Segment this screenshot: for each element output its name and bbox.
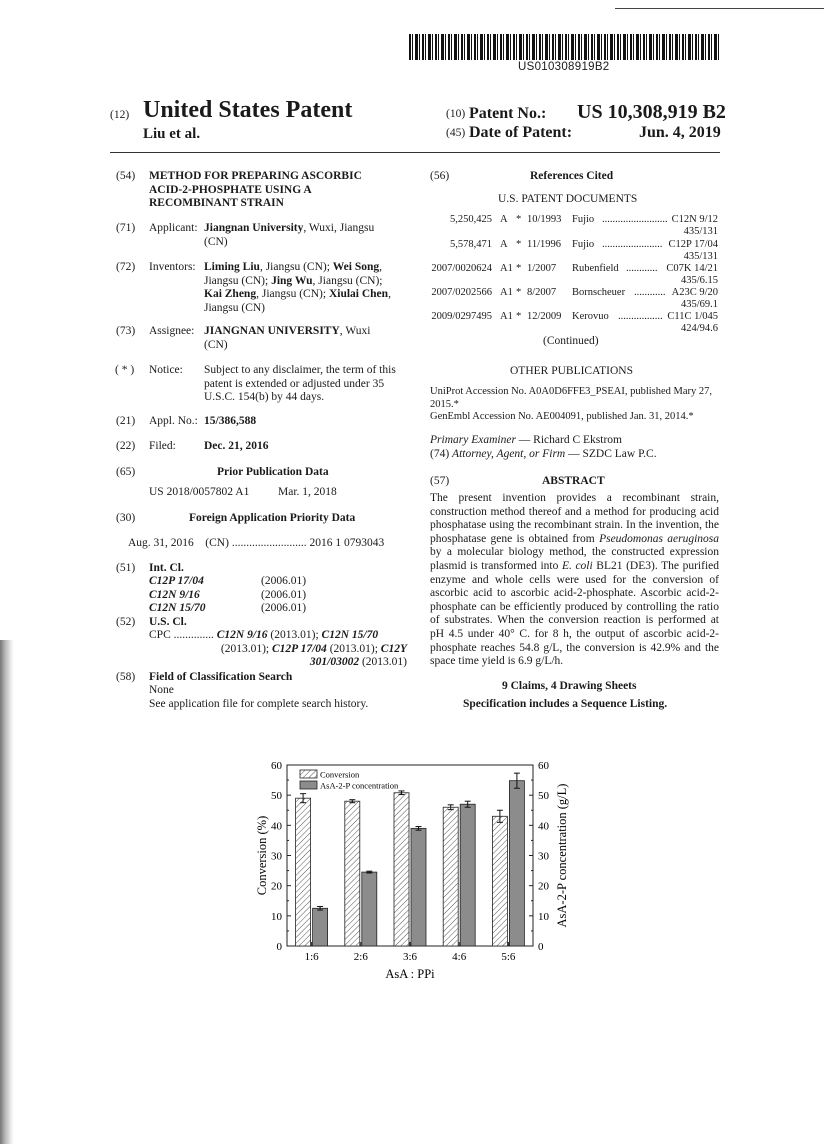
us-docs-heading: U.S. PATENT DOCUMENTS <box>498 193 638 205</box>
x-tick-label: 2:6 <box>353 951 368 963</box>
ref-kind: A <box>500 214 508 225</box>
cpc-code: C12N 15/70 <box>321 629 379 641</box>
appl-no-label: Appl. No.: <box>149 415 198 427</box>
ref-name: Fujio <box>572 239 595 250</box>
examiner-label: Primary Examiner <box>430 434 516 446</box>
ref-subclass: 435/6.15 <box>680 275 718 286</box>
ref-number: 5,578,471 <box>450 239 492 250</box>
date-label: Date of Patent: <box>469 124 573 141</box>
ref-class: C07K 14/21 <box>666 263 718 274</box>
ref-number: 2009/0297495 <box>431 311 492 322</box>
ref-number: 2007/0202566 <box>431 287 492 298</box>
notice-line: Subject to any disclaimer, the term of this <box>204 364 396 376</box>
int-cl-code: C12N 9/16 <box>149 588 200 601</box>
legend-label-conversion: Conversion <box>320 769 360 780</box>
num-56: (56) <box>430 170 450 182</box>
filed-date: Dec. 21, 2016 <box>204 440 269 452</box>
notice-label: Notice: <box>149 364 183 376</box>
label-12: (12) <box>110 109 130 121</box>
inventor-short: Liu et al. <box>143 126 201 142</box>
num-22: (22) <box>116 440 136 452</box>
appl-no: 15/386,588 <box>204 415 257 427</box>
left-tick-label: 0 <box>276 941 282 953</box>
ref-name: Rubenfield <box>572 263 619 274</box>
field-search-note: See application file for complete search history. <box>149 698 369 710</box>
right-tick-label: 30 <box>538 850 549 863</box>
asa2p-bar <box>313 908 328 946</box>
num-57: (57) <box>430 475 450 487</box>
conversion-bar <box>394 793 409 946</box>
ref-date: 1/2007 <box>527 263 557 274</box>
foreign-priority-line: Aug. 31, 2016 (CN) .......................... 2016 1 0793043 <box>128 537 385 549</box>
int-cl-year: (2006.01) <box>261 575 307 587</box>
other-pub-line: UniProt Accession No. A0A0D6FFE3_PSEAI, published Mary 27, <box>430 386 713 397</box>
abstract-part: BL21 (DE3). The purified enzyme and whole cells were used for the conversion of ascorbic acid to ascorbic acid-2-phosphate. Ascorbic acid-2-phosphate can be efficiently produced by controlling the ratio of substrates. When the conversion reaction is performed at pH 4.5 under 40° C. for 8 h, the output of ascorbic acid-2-phosphate reaches 54.8 g/L, the conversion is 42.9% and the space time yield is 6.9 g/L/h. <box>430 559 719 668</box>
refs-heading: References Cited <box>530 170 614 182</box>
num-72: (72) <box>116 261 136 273</box>
assignee-location: , Wuxi <box>339 325 371 337</box>
ref-leader: ................. <box>618 311 663 322</box>
cpc-year: (2013.01); <box>326 642 381 655</box>
int-cl-label: Int. Cl. <box>149 562 184 574</box>
int-cl-code: C12N 15/70 <box>149 602 206 614</box>
ref-star: * <box>516 214 522 225</box>
ref-class: A23C 9/20 <box>671 287 718 298</box>
ref-date: 11/1996 <box>527 239 562 250</box>
cpc-code: C12P 17/04 <box>271 642 327 655</box>
num-54: (54) <box>116 170 136 182</box>
asa2p-bar <box>509 781 524 946</box>
ref-name: Fujio <box>572 214 595 225</box>
prior-pub-heading: Prior Publication Data <box>217 466 329 478</box>
notice-line: patent is extended or adjusted under 35 <box>204 377 385 390</box>
ref-star: * <box>516 263 522 274</box>
int-cl-year: (2006.01) <box>261 602 307 614</box>
right-tick-label: 10 <box>538 910 549 923</box>
left-tick-label: 30 <box>271 850 282 863</box>
ref-leader: ....................... <box>602 239 663 250</box>
int-cl-year: (2006.01) <box>261 588 307 601</box>
ref-date: 12/2009 <box>527 311 562 322</box>
x-tick-label: 5:6 <box>501 951 516 963</box>
title-line: RECOMBINANT STRAIN <box>149 197 284 209</box>
right-tick-label: 50 <box>538 790 549 803</box>
inventor-location: Jiangsu (CN); <box>204 274 272 287</box>
cpc-code: 301/03002 <box>309 656 360 668</box>
prior-pub-no: US 2018/0057802 A1 <box>149 486 250 498</box>
assignee-label: Assignee: <box>149 325 195 337</box>
attorney-name: — SZDC Law P.C. <box>565 448 657 460</box>
other-pub-line: GenEmbl Accession No. AE004091, published Jan. 31, 2014.* <box>430 411 694 422</box>
num-71: (71) <box>116 222 136 234</box>
num-notice: ( * ) <box>115 364 135 376</box>
patent-no-label: Patent No.: <box>469 105 547 122</box>
sequence-listing-note: Specification includes a Sequence Listing. <box>463 698 668 710</box>
ref-class: C11C 1/045 <box>667 311 718 322</box>
abstract-species: Pseudomonas aeruginosa <box>599 532 719 545</box>
ref-subclass: 435/131 <box>683 226 718 237</box>
conversion-bar <box>443 807 458 946</box>
date-of-patent: Jun. 4, 2019 <box>639 124 721 141</box>
x-axis-label: AsA : PPi <box>385 967 435 981</box>
attorney-number: (74) <box>430 448 453 460</box>
assignee-name: JIANGNAN UNIVERSITY <box>204 325 340 337</box>
inventor-name: Jing Wu <box>271 274 313 287</box>
assignee-country: (CN) <box>204 338 228 351</box>
asa2p-bar <box>411 828 426 946</box>
continued-note: (Continued) <box>543 335 599 347</box>
field-search-none: None <box>149 684 174 696</box>
label-45: (45) <box>446 127 466 139</box>
conversion-bar <box>296 798 311 946</box>
ref-name: Kerovuo <box>572 311 609 322</box>
attorney-label: Attorney, Agent, or Firm <box>452 448 566 460</box>
ref-subclass: 435/69.1 <box>680 299 718 310</box>
conversion-bar <box>345 801 360 946</box>
ref-star: * <box>516 239 522 250</box>
abstract-heading: ABSTRACT <box>542 475 605 487</box>
title-line: ACID-2-PHOSPHATE USING A <box>149 183 312 196</box>
abstract-part: by a molecular biology method, the constructed expression plasmid is transformed into <box>430 546 719 572</box>
abstract-organism: E. coli <box>561 559 593 572</box>
x-tick-label: 1:6 <box>304 951 319 963</box>
inventor-location: , Jiangsu (CN); <box>256 288 329 300</box>
inventor-location: Jiangsu (CN) <box>204 301 266 314</box>
label-10: (10) <box>446 108 466 120</box>
left-tick-label: 20 <box>271 880 282 893</box>
right-tick-label: 0 <box>538 941 544 953</box>
num-21: (21) <box>116 415 136 427</box>
ref-kind: A1 <box>500 311 513 322</box>
ref-star: * <box>516 287 522 298</box>
num-65: (65) <box>116 466 136 478</box>
title-line: METHOD FOR PREPARING ASCORBIC <box>149 170 362 182</box>
ref-kind: A1 <box>500 287 513 298</box>
ref-kind: A <box>500 239 508 250</box>
num-30: (30) <box>116 512 136 524</box>
num-58: (58) <box>116 671 136 683</box>
inventors-value: Liming Liu, Jiangsu (CN); Wei Song, Jiangsu (CN); Jing Wu, Jiangsu (CN); Kai Zheng, Jiangsu (CN); Xiulai Chen, Jiangsu (CN) <box>204 261 414 315</box>
legend-swatch-conversion <box>300 770 317 778</box>
num-73: (73) <box>116 325 136 337</box>
cpc-year: (2013.01); <box>267 629 322 641</box>
abstract-part: The present invention provides a recombinant strain, construction method thereof and a method for producing acid phosphatase using the recombinant strain. In the invention, the phosphatase gene is obtained from <box>430 492 719 545</box>
left-tick-label: 60 <box>271 760 282 772</box>
cpc-code: C12Y <box>380 642 407 655</box>
notice-line: U.S.C. 154(b) by 44 days. <box>204 391 325 403</box>
inventor-name: Xiulai Chen <box>328 288 389 300</box>
patent-heading: United States Patent <box>143 97 353 123</box>
ref-leader: ............ <box>634 287 666 298</box>
x-tick-label: 3:6 <box>402 951 418 963</box>
ref-subclass: 435/131 <box>683 251 718 262</box>
ref-kind: A1 <box>500 263 513 274</box>
examiner-name: — Richard C Ekstrom <box>515 434 622 446</box>
applicant-label: Applicant: <box>149 222 198 234</box>
right-tick-label: 60 <box>538 760 549 772</box>
inventor-name: Wei Song <box>332 261 380 273</box>
applicant-location: , Wuxi, Jiangsu <box>303 222 375 234</box>
num-52: (52) <box>116 616 136 628</box>
left-tick-label: 50 <box>271 790 282 803</box>
other-pubs-heading: OTHER PUBLICATIONS <box>510 365 633 377</box>
ref-star: * <box>516 311 522 322</box>
applicant-name: Jiangnan University <box>204 222 304 234</box>
legend-label-asa2p: AsA-2-P concentration <box>320 780 399 791</box>
int-cl-code: C12P 17/04 <box>149 575 204 587</box>
ref-date: 10/1993 <box>527 214 562 225</box>
ref-date: 8/2007 <box>527 287 557 298</box>
cpc-year: (2013.01) <box>359 656 407 668</box>
ref-leader: ............ <box>626 263 658 274</box>
us-cl-label: U.S. Cl. <box>149 616 187 628</box>
filed-label: Filed: <box>149 440 176 452</box>
prior-pub-date: Mar. 1, 2018 <box>278 486 337 498</box>
patent-no: US 10,308,919 B2 <box>577 101 726 123</box>
ref-class: C12N 9/12 <box>671 214 718 225</box>
ref-subclass: 424/94.6 <box>680 323 718 334</box>
claims-count: 9 Claims, 4 Drawing Sheets <box>502 680 637 692</box>
ref-number: 2007/0020624 <box>431 263 492 274</box>
legend-swatch-asa2p <box>300 781 317 789</box>
field-search-label: Field of Classification Search <box>149 671 293 683</box>
inventor-name: Liming Liu <box>204 261 260 273</box>
asa2p-bar <box>362 872 377 946</box>
left-axis-label: Conversion (%) <box>255 815 269 896</box>
applicant-country: (CN) <box>204 235 228 248</box>
num-51: (51) <box>116 562 136 574</box>
right-tick-label: 20 <box>538 880 549 893</box>
asa2p-bar <box>460 804 475 946</box>
inventor-location: , Jiangsu (CN); <box>259 261 333 273</box>
ref-class: C12P 17/04 <box>668 239 718 250</box>
foreign-heading: Foreign Application Priority Data <box>189 512 356 524</box>
conversion-bar <box>492 816 507 946</box>
left-tick-label: 10 <box>271 910 282 923</box>
ref-number: 5,250,425 <box>450 214 492 225</box>
inventor-location: , Jiangsu (CN); <box>312 274 383 287</box>
ref-leader: ......................... <box>602 214 668 225</box>
other-pub-line: 2015.* <box>430 398 459 410</box>
inventor-name: Kai Zheng <box>204 288 257 300</box>
cpc-label: CPC .............. <box>149 629 214 641</box>
left-tick-label: 40 <box>271 820 282 833</box>
inventors-label: Inventors: <box>149 261 196 273</box>
right-tick-label: 40 <box>538 820 549 833</box>
barcode-number: US010308919B2 <box>518 61 610 73</box>
cpc-year: (2013.01); <box>220 642 272 655</box>
cpc-code: C12N 9/16 <box>216 629 268 641</box>
right-axis-label: AsA-2-P concentration (g/L) <box>555 783 569 928</box>
ref-name: Bornscheuer <box>572 287 626 298</box>
x-tick-label: 4:6 <box>452 951 467 963</box>
